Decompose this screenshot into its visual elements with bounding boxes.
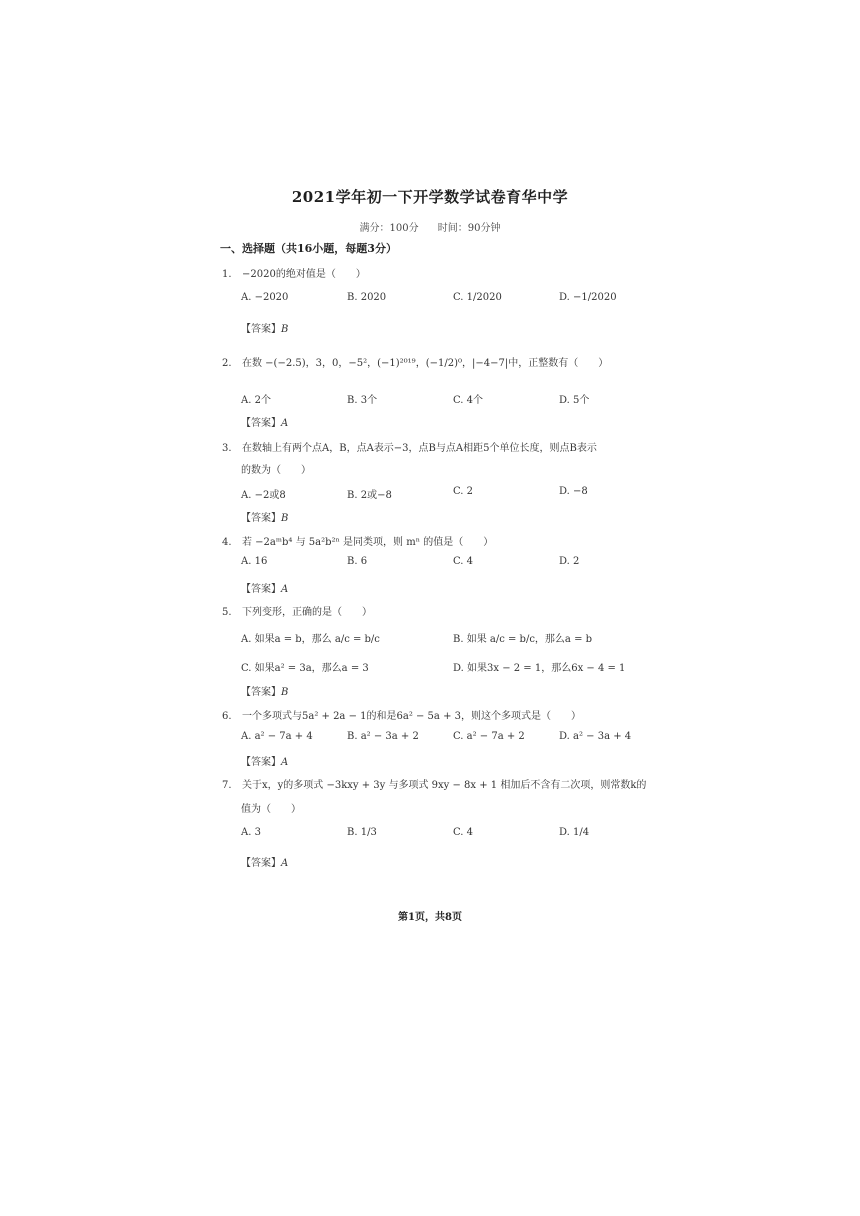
option-b: B. a² − 3a + 2: [347, 731, 419, 742]
question-stem: 在数轴上有两个点A，B，点A表示−3，点B与点A相距5个单位长度，则点B表示: [242, 443, 597, 454]
answer: 【答案】B: [241, 687, 289, 698]
question-7: [222, 776, 646, 791]
option-b: B. 2或−8: [347, 490, 392, 501]
section-heading: 一、选择题（共16小题，每题3分）: [220, 242, 397, 255]
question-1: [222, 265, 366, 280]
option-c: C. 如果a² = 3a，那么a = 3: [241, 663, 369, 674]
option-d: D. 如果3x − 2 = 1，那么6x − 4 = 1: [453, 663, 626, 674]
question-stem: −2020的绝对值是（ ）: [242, 269, 366, 280]
option-b: B. 如果 a/c = b/c，那么a = b: [453, 634, 593, 645]
option-d: D. 5个: [559, 395, 590, 406]
answer: 【答案】A: [241, 757, 289, 768]
question-3: [222, 439, 597, 454]
page-number: 第1页，共8页: [398, 912, 462, 923]
question-4: [222, 533, 493, 548]
question-stem-continued: 值为（ ）: [241, 804, 301, 815]
option-d: D. −1/2020: [559, 292, 617, 303]
question-stem-continued: 的数为（ ）: [241, 465, 311, 476]
option-c: C. 4: [453, 556, 474, 567]
question-stem: 若 −2aᵐb⁴ 与 5a²b²ⁿ 是同类项，则 mⁿ 的值是（ ）: [242, 537, 494, 548]
answer: 【答案】A: [241, 418, 289, 429]
option-c: C. 2: [453, 486, 474, 497]
full-score: 满分：100分: [359, 223, 419, 234]
question-stem: 下列变形，正确的是（ ）: [242, 607, 372, 618]
question-number: 4.: [222, 537, 232, 548]
question-5: [222, 603, 372, 618]
question-number: 5.: [222, 607, 232, 618]
option-a: A. a² − 7a + 4: [241, 731, 313, 742]
option-c: C. 4个: [453, 395, 484, 406]
question-number: 6.: [222, 711, 232, 722]
question-stem: 关于x，y的多项式 −3kxy + 3y 与多项式 9xy − 8x + 1 相加后不含有二次项，则常数k的: [242, 780, 647, 791]
option-c: C. 1/2020: [453, 292, 502, 303]
option-d: D. 1/4: [559, 827, 590, 838]
question-number: 2.: [222, 358, 232, 369]
question-stem: 在数 −(−2.5)，3，0，−5²，(−1)²⁰¹⁹，(−1/2)⁰，|−4−7|中，正整数有（ ）: [242, 358, 609, 369]
option-d: D. a² − 3a + 4: [559, 731, 632, 742]
answer: 【答案】A: [241, 858, 289, 869]
option-b: B. 6: [347, 556, 368, 567]
option-a: A. 如果a = b，那么 a/c = b/c: [241, 634, 380, 645]
option-a: A. 3: [241, 827, 261, 838]
option-a: A. 2个: [241, 395, 271, 406]
option-d: D. 2: [559, 556, 580, 567]
option-b: B. 2020: [347, 292, 387, 303]
page-title: 2021学年初一下开学数学试卷育华中学: [291, 188, 569, 206]
option-a: A. −2020: [241, 292, 289, 303]
question-2: [222, 354, 608, 369]
option-c: C. 4: [453, 827, 474, 838]
answer: 【答案】B: [241, 324, 289, 335]
option-b: B. 3个: [347, 395, 378, 406]
question-6: [222, 707, 581, 722]
option-a: A. −2或8: [241, 490, 286, 501]
option-b: B. 1/3: [347, 827, 377, 838]
option-d: D. −8: [559, 486, 588, 497]
answer: 【答案】A: [241, 584, 289, 595]
option-c: C. a² − 7a + 2: [453, 731, 525, 742]
time-limit: 时间：90分钟: [437, 223, 501, 234]
answer: 【答案】B: [241, 513, 289, 524]
question-number: 7.: [222, 780, 232, 791]
question-stem: 一个多项式与5a² + 2a − 1的和是6a² − 5a + 3，则这个多项式是（ ）: [242, 711, 581, 722]
exam-meta: [0, 219, 860, 234]
question-number: 3.: [222, 443, 232, 454]
option-a: A. 16: [241, 556, 268, 567]
question-number: 1.: [222, 269, 232, 280]
